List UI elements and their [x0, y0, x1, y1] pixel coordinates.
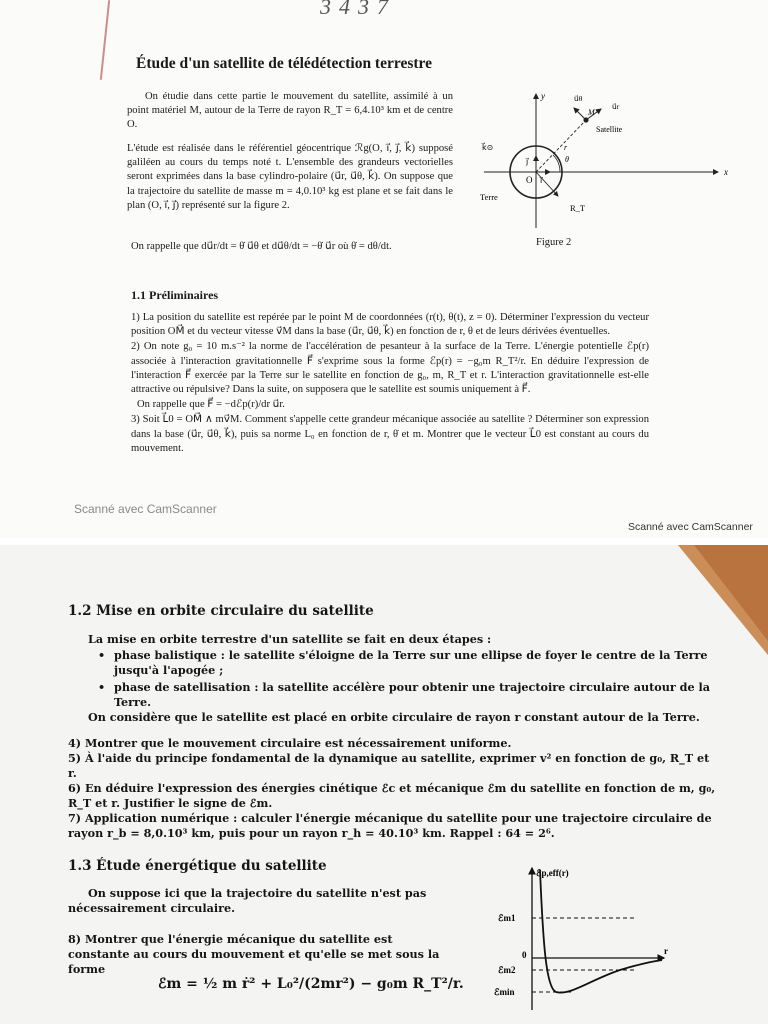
- em2-label: ℰm2: [498, 965, 516, 975]
- section-1-2-title: 1.2 Mise en orbite circulaire du satellite: [68, 603, 374, 619]
- intro-paragraph-1: On étudie dans cette partie le mouvement du satellite, assimilé à un point matériel M, autour de la Terre de rayon R_T = 6,4.10³ km et de centre O.: [127, 91, 453, 131]
- section-1-2-steps-list: [92, 648, 724, 712]
- theta-label: θ: [565, 155, 569, 164]
- document-title: Étude d'un satellite de télédétection terrestre: [136, 55, 433, 72]
- graph-r-label: r: [664, 946, 668, 956]
- question-6: 6) En déduire l'expression des énergies cinétique ℰc et mécanique ℰm du satellite en fonction de m, g₀, R_T et r. Justifier le signe de ℰm.: [68, 781, 716, 810]
- list-item: • phase de satellisation : la satellite accélère pour obtenir une trajectoire circulaire autour de la Terre.: [92, 680, 724, 710]
- utheta-label: u⃗θ: [574, 94, 583, 103]
- emin-label: ℰmin: [494, 987, 515, 997]
- m-label: M: [588, 108, 595, 117]
- question-7: 7) Application numérique : calculer l'énergie mécanique du satellite pour une trajectoire circulaire de rayon r_b = 8,0.10³ km, puis pour un rayon r_h = 40.10³ km. Rappel : 64 = 2⁶.: [68, 811, 712, 840]
- question-2: 2) On note g₀ = 10 m.s⁻² la norme de l'accélération de pesanteur à la surface de la Terre. L'énergie potentielle ℰp(r) associée à l'interaction gravitationnelle F⃗ s'exprime sous la forme ℰp(r) = −g₀m R_T²/r. En déduire l'expression de l'interaction F⃗ exercée par la Terre sur le satellite en fonction de g₀, m, R_T et r. L'interaction gravitationnelle est-elle attractive ou répulsive? Dans la suite, on supposera que le satellite est soumis uniquement à F⃗.: [131, 341, 649, 396]
- graph-zero-label: 0: [522, 950, 527, 960]
- camscanner-watermark-right: Scanné avec CamScanner: [628, 521, 753, 533]
- section-1-2-questions: [68, 736, 718, 841]
- red-edge-mark: [100, 0, 110, 80]
- y-axis-label: y: [541, 91, 545, 101]
- question-3: 3) Soit L⃗0 = OM⃗ ∧ mv⃗M. Comment s'appelle cette grandeur mécanique associée au satellite ? Déterminer son expression dans la base (u⃗r, u⃗θ, k⃗), puis sa norme L₀ en fonction de r, θ̇ et m. Montrer que le vecteur L⃗0 est constant au cours du mouvement.: [131, 414, 649, 454]
- x-axis-label: x: [724, 167, 728, 177]
- list-item: • phase balistique : le satellite s'éloigne de la Terre sur une ellipse de foyer le centre de la Terre jusqu'à l'apogée ;: [92, 648, 724, 678]
- graph-y-label: ℰp,eff(r): [536, 868, 569, 878]
- k-dot-label: k⃗⊙: [482, 143, 494, 152]
- j-label: j⃗: [526, 157, 529, 166]
- section-1-1-questions: [131, 311, 649, 457]
- em1-label: ℰm1: [498, 913, 516, 923]
- section-1-3-intro: On suppose ici que la trajectoire du satellite n'est pas nécessairement circulaire.: [68, 886, 427, 915]
- ur-label: u⃗r: [612, 102, 620, 111]
- intro-recall-formula: On rappelle que du⃗r/dt = θ̇ u⃗θ et du⃗θ/dt = −θ̇ u⃗r où θ̇ = dθ/dt.: [131, 241, 392, 252]
- r-label: r: [564, 143, 568, 152]
- question-2-recall: On rappelle que F⃗ = −dℰp(r)/dr u⃗r.: [137, 399, 285, 411]
- question-8: 8) Montrer que l'énergie mécanique du satellite est constante au cours du mouvement et qu'elle se met sous la forme: [68, 932, 440, 976]
- question-1: 1) La position du satellite est repérée par le point M de coordonnées (r(t), θ(t), z = 0). Déterminer l'expression du vecteur position OM⃗ et du vecteur vitesse v⃗M dans la base (u⃗r, u⃗θ, k⃗) en fonction de r, θ et de leurs dérivées éventuelles.: [131, 312, 649, 338]
- intro-paragraph-2: L'étude est réalisée dans le référentiel géocentrique ℛg(O, i⃗, j⃗, k⃗) supposé galiléen au cours du temps noté t. L'ensemble des grandeurs vectorielles seront exprimées dans la base cylindro-polaire (u⃗r, u⃗θ, k⃗). On suppose que la trajectoire du satellite de masse m = 4,0.10³ kg est plane et se fait dans le plan (O, i⃗, j⃗) représenté sur la figure 2.: [127, 143, 453, 211]
- terre-label: Terre: [480, 192, 498, 202]
- effective-potential-curve: [540, 870, 662, 993]
- question-5: 5) À l'aide du principe fondamental de la dynamique au satellite, exprimer v² en fonction de g₀, R_T et r.: [68, 751, 710, 780]
- utheta-vector: [574, 108, 586, 120]
- section-1-3-title: 1.3 Étude énergétique du satellite: [68, 858, 327, 874]
- rt-label: R_T: [570, 203, 586, 213]
- question-4: 4) Montrer que le mouvement circulaire est nécessairement uniforme.: [68, 736, 512, 750]
- page-corner-shadow: [658, 545, 768, 655]
- camscanner-watermark-left: Scanné avec CamScanner: [74, 502, 217, 516]
- i-label: i⃗: [540, 176, 543, 185]
- section-1-2-hypothesis: On considère que le satellite est placé en orbite circulaire de rayon r constant autour de la Terre.: [88, 710, 700, 724]
- handwritten-marks: 3437: [320, 0, 396, 19]
- satellite-label: Satellite: [596, 125, 623, 134]
- theta-arc: [553, 155, 560, 172]
- figure-2-diagram: [474, 88, 754, 238]
- effective-potential-graph: [480, 862, 680, 1012]
- mechanical-energy-formula: ℰm = ½ m ṙ² + L₀²/(2mr²) − g₀m R_T²/r.: [158, 976, 464, 992]
- figure-2-caption: Figure 2: [536, 237, 572, 248]
- section-1-1-title: 1.1 Préliminaires: [131, 288, 219, 302]
- section-1-2-intro: La mise en orbite terrestre d'un satellite se fait en deux étapes :: [88, 632, 492, 646]
- origin-label: O: [526, 175, 533, 185]
